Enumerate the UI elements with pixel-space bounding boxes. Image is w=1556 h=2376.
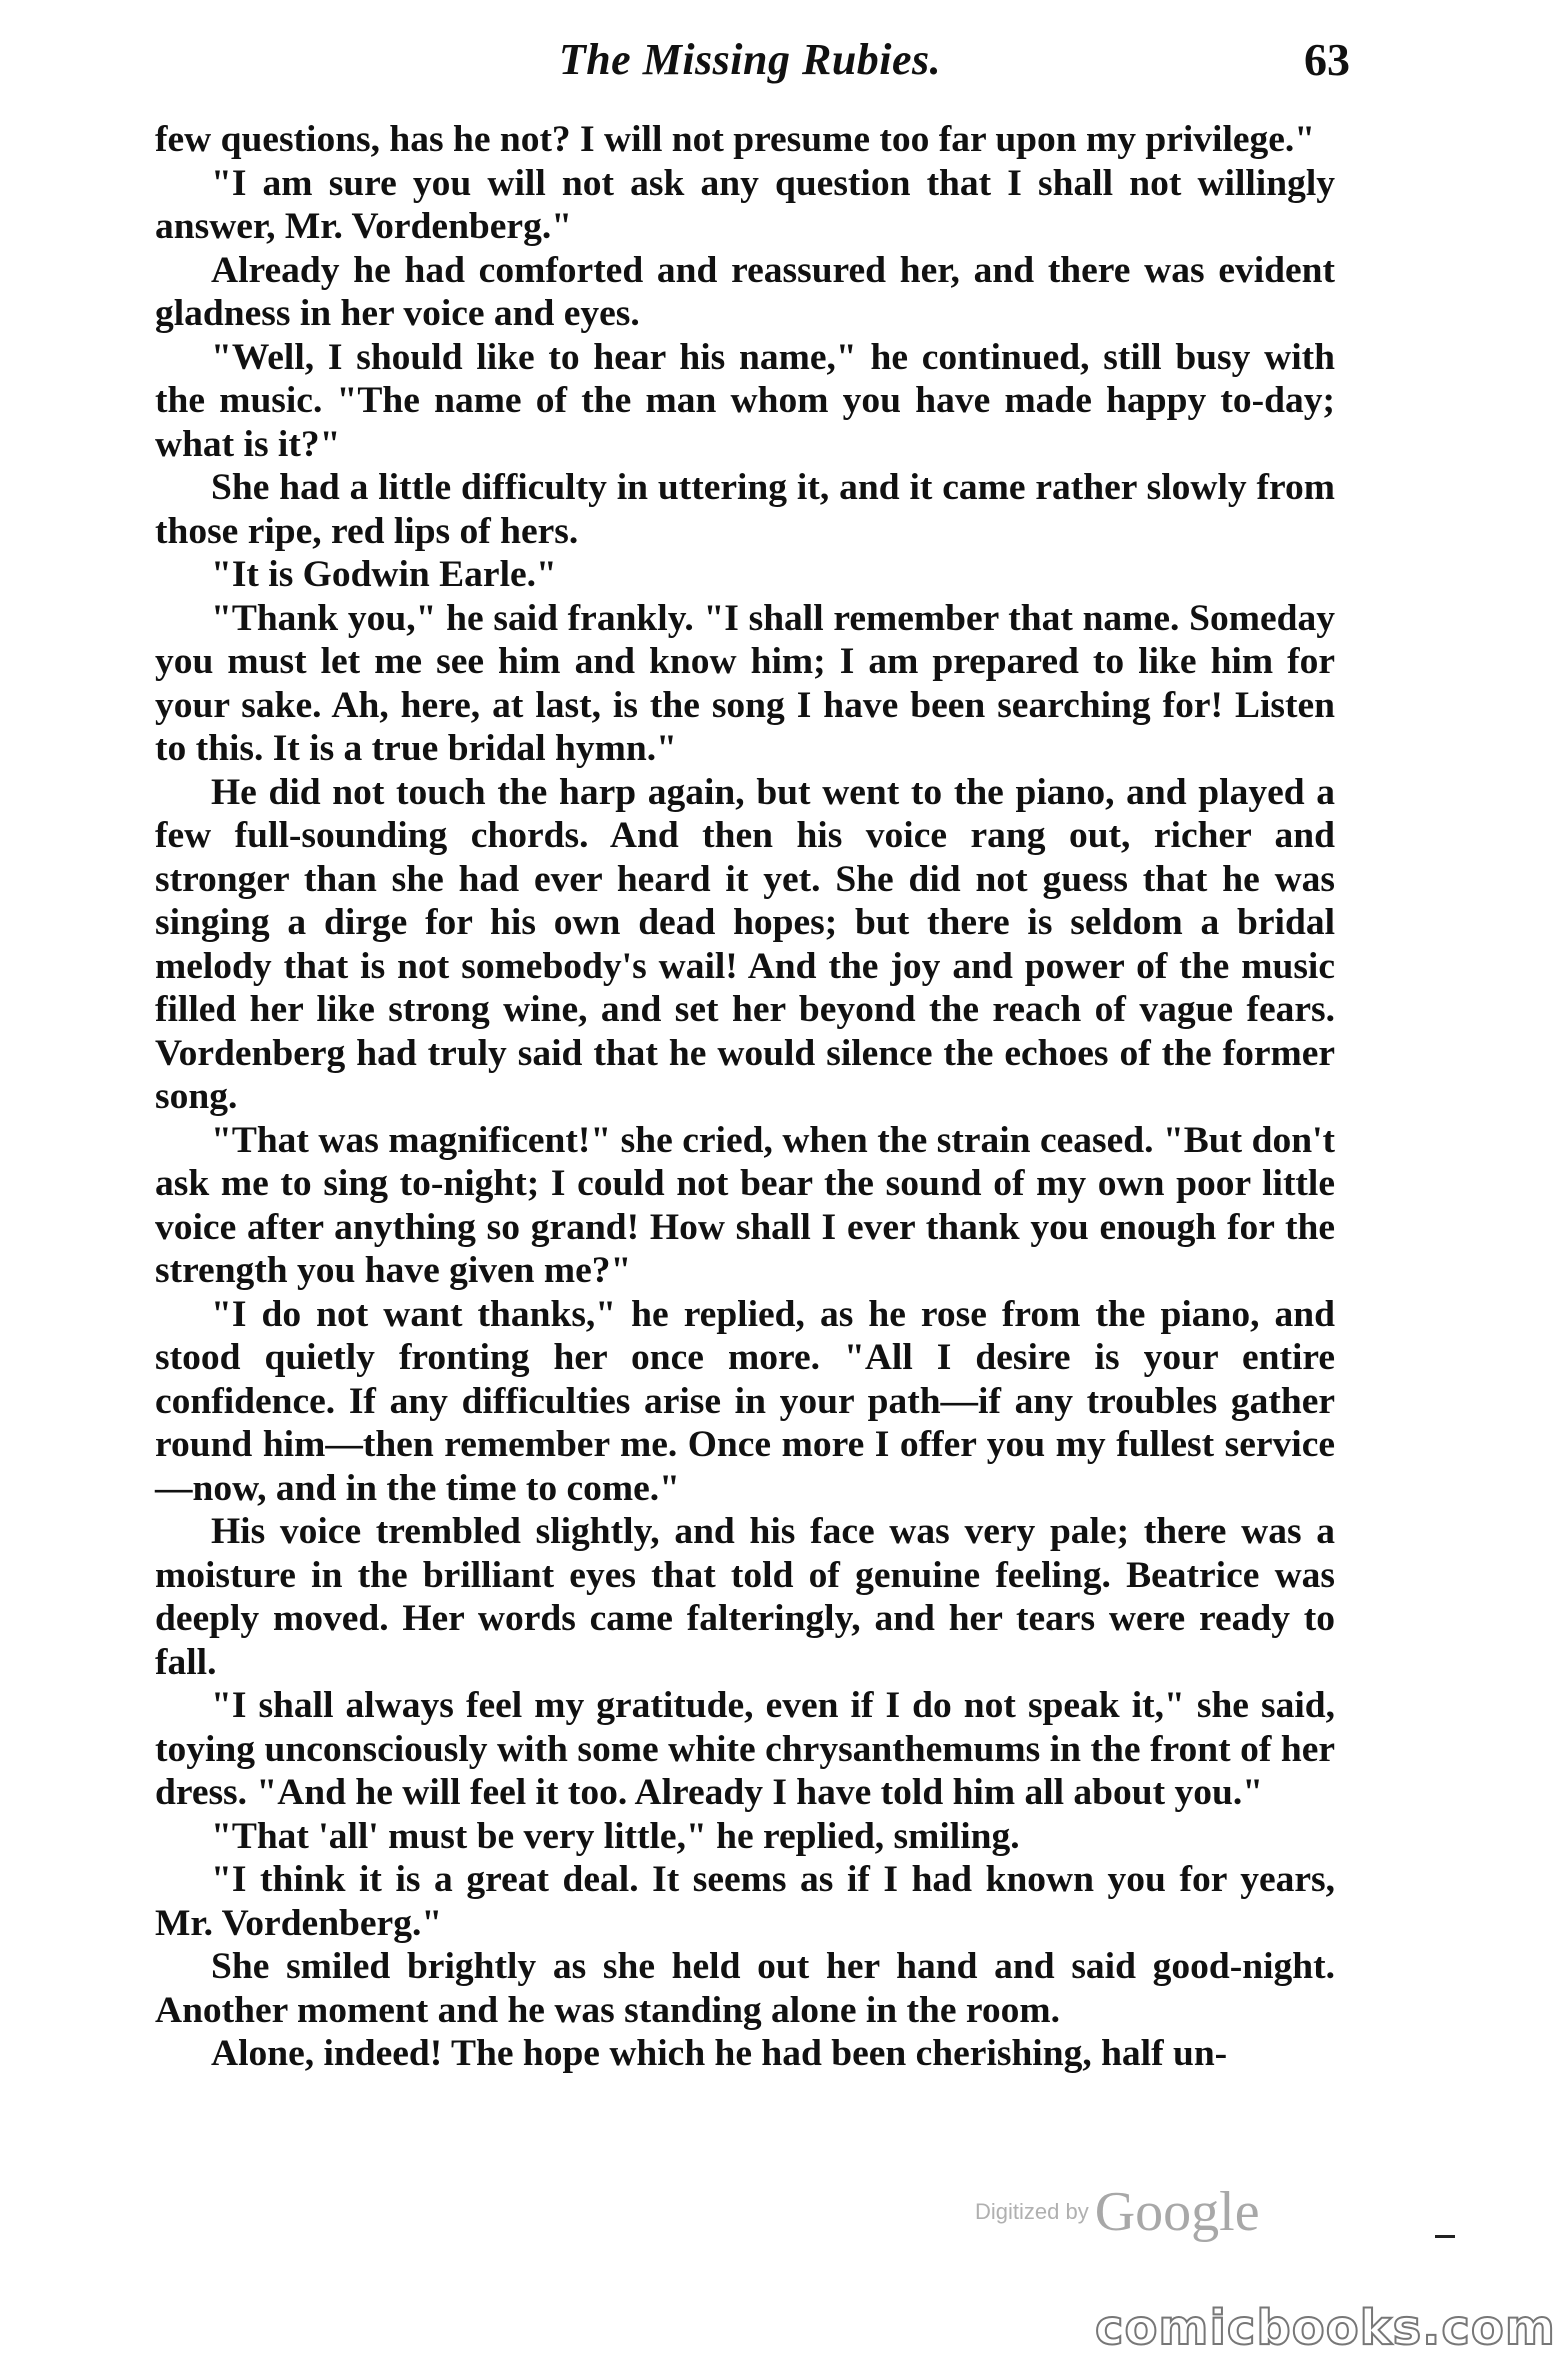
paragraph: He did not touch the harp again, but went to the piano, and played a few full-sounding chords. And then his voice rang out, richer and stronger than she had ever heard it yet. She did not guess that he was singing a dirge for his own dead hopes; but there is seldom a bridal melody that is not somebody's wail! And the joy and power of the music filled her like strong wine, and set her beyond the reach of vague fears. Vordenberg had truly said that he would silence the echoes of the former song. bbox=[155, 771, 1335, 1117]
paragraph: Already he had comforted and reassured her, and there was evident gladness in her voice and eyes. bbox=[155, 249, 1335, 334]
paragraph: "I shall always feel my gratitude, even if I do not speak it," she said, toying unconsciously with some white chrysanthemums in the front of her dress. "And he will feel it too. Already I have told him all about you." bbox=[155, 1685, 1335, 1813]
paragraph: She smiled brightly as she held out her hand and said good-night. Another moment and he was standing alone in the room. bbox=[155, 1946, 1335, 2031]
paragraph: "I am sure you will not ask any question that I shall not willingly answer, Mr. Vordenberg." bbox=[155, 162, 1335, 247]
paragraph: "I do not want thanks," he replied, as he rose from the piano, and stood quietly fronting her once more. "All I desire is your entire confidence. If any difficulties arise in your path—if any troubles gather round him—then remember me. Once more I offer you my fullest service—now, and in the time to come." bbox=[155, 1293, 1335, 1509]
paragraph: "Well, I should like to hear his name," he continued, still busy with the music. "The name of the man whom you have made happy to-day; what is it?" bbox=[155, 336, 1335, 465]
paragraph: "It is Godwin Earle." bbox=[211, 554, 557, 595]
page-number: 63 bbox=[1304, 34, 1350, 85]
scan-mark bbox=[1435, 2235, 1455, 2238]
running-header bbox=[150, 30, 1350, 90]
paragraph: Alone, indeed! The hope which he had been cherishing, half un- bbox=[211, 2033, 1228, 2074]
paragraph: His voice trembled slightly, and his face was very pale; there was a moisture in the brilliant eyes that told of genuine feeling. Beatrice was deeply moved. Her words came falteringly, and her tears were ready to fall. bbox=[155, 1511, 1335, 1683]
digitized-by-text: Digitized by bbox=[975, 2199, 1089, 2224]
paragraph: "Thank you," he said frankly. "I shall remember that name. Someday you must let me see him and know him; I am prepared to like him for your sake. Ah, here, at last, is the song I have been searching for! Listen to this. It is a true bridal hymn." bbox=[155, 597, 1335, 769]
paragraph-continued: few questions, has he not? I will not presume too far upon my privilege." bbox=[155, 119, 1316, 160]
body-text bbox=[155, 118, 1335, 2076]
paragraph: "That 'all' must be very little," he replied, smiling. bbox=[211, 1815, 1020, 1857]
paragraph: She had a little difficulty in uttering it, and it came rather slowly from those ripe, red lips of hers. bbox=[155, 467, 1335, 552]
digitized-watermark bbox=[975, 2180, 1260, 2250]
paragraph: "I think it is a great deal. It seems as if I had known you for years, Mr. Vordenberg." bbox=[155, 1859, 1335, 1944]
paragraph: "That was magnificent!" she cried, when the strain ceased. "But don't ask me to sing to-night; I could not bear the sound of my own poor little voice after anything so grand! How shall I ever thank you enough for the strength you have given me?" bbox=[155, 1119, 1335, 1291]
running-title: The Missing Rubies. bbox=[558, 35, 942, 84]
google-logo: Google bbox=[1094, 2181, 1260, 2243]
source-watermark: comicbooks.com bbox=[1095, 2300, 1556, 2356]
